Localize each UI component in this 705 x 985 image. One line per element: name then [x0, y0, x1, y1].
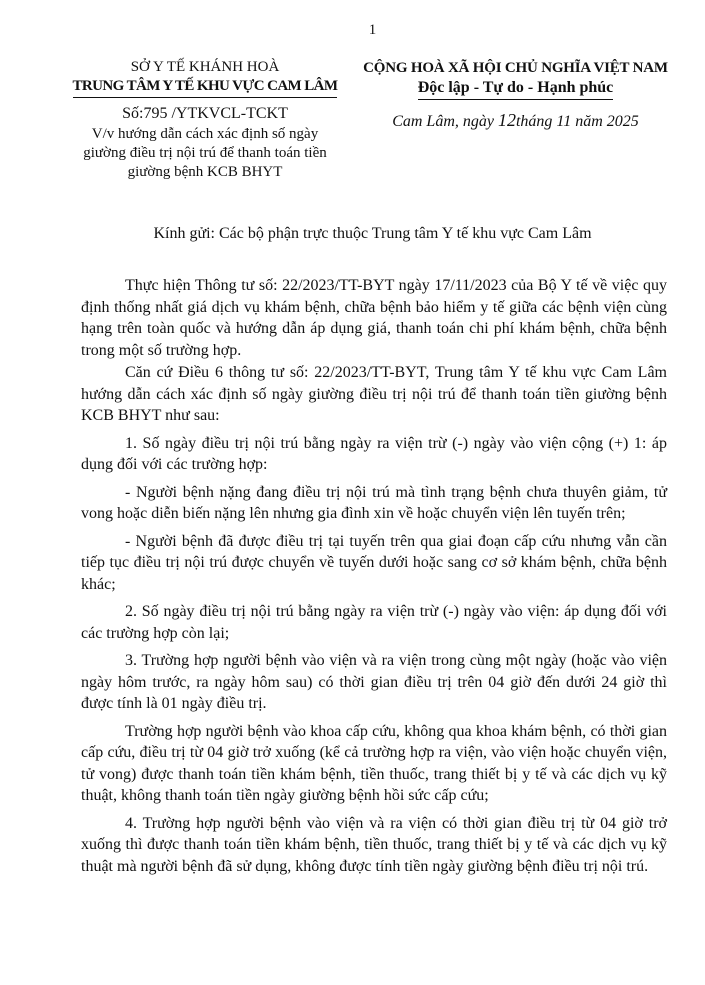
paragraph-item-4: 4. Trường hợp người bệnh vào viện và ra viện có thời gian điều trị từ 04 giờ trở xuống thì được thanh toán tiền khám bệnh, tiền thuốc, trang thiết bị y tế và các dịch vụ kỹ thuật mà người bệnh đã sử dụng, không được tính tiền ngày giường bệnh điều trị nội trú. [81, 814, 667, 875]
paragraph-guidance-intro: Căn cứ Điều 6 thông tư số: 22/2023/TT-BYT, Trung tâm Y tế khu vực Cam Lâm hướng dẫn cách xác định số ngày giường điều trị nội trú để thanh toán tiền giường bệnh KCB BHYT như sau: [81, 364, 667, 424]
document-body [81, 275, 667, 883]
paragraph-item-3-emergency: Trường hợp người bệnh vào khoa cấp cứu, không qua khoa khám bệnh, có thời gian cấp cứu, điều trị từ 04 giờ trở xuống (kể cả trường hợp ra viện, vào viện hoặc chuyển viện, tử vong) được thanh toán tiền khám bệnh, tiền thuốc, trang thiết bị y tế và các dịch vụ kỹ thuật, không thanh toán tiền ngày giường bệnh hồi sức cấp cứu; [81, 722, 667, 804]
paragraph-item-1-case-b: - Người bệnh đã được điều trị tại tuyến trên qua giai đoạn cấp cứu nhưng vẫn cần tiếp tục điều trị nội trú được chuyển về tuyến dưới hoặc sang cơ sở khám bệnh, chữa bệnh khác; [81, 532, 667, 593]
paragraph-item-1-case-a: - Người bệnh nặng đang điều trị nội trú mà tình trạng bệnh chưa thuyên giảm, tử vong hoặc diễn biến nặng lên nhưng gia đình xin về hoặc chuyển viện lên tuyến trên; [81, 483, 667, 522]
national-motto: Độc lập - Tự do - Hạnh phúc [418, 78, 614, 100]
national-title: CỘNG HOÀ XÃ HỘI CHỦ NGHĨA VIỆT NAM [363, 60, 668, 76]
place-and-date [343, 110, 688, 132]
page-number: 1 [368, 22, 377, 38]
document-subject: V/v hướng dẫn cách xác định số ngày giường điều trị nội trú để thanh toán tiền giường bệnh KCB BHYT [83, 126, 327, 180]
paragraph-item-2: 2. Số ngày điều trị nội trú bằng ngày ra viện trừ (-) ngày vào viện: áp dụng đối với các trường hợp còn lại; [81, 603, 667, 642]
paragraph-item-3: 3. Trường hợp người bệnh vào viện và ra viện trong cùng một ngày (hoặc vào viện ngày hôm trước, ra ngày hôm sau) có thời gian điều trị trên 04 giờ đến dưới 24 giờ thì được tính là 01 ngày điều trị. [81, 652, 667, 712]
issuing-organization: TRUNG TÂM Y TẾ KHU VỰC CAM LÂM [73, 77, 338, 98]
place-date-prefix: Cam Lâm, ngày [392, 113, 498, 130]
paragraph-item-1: 1. Số ngày điều trị nội trú bằng ngày ra viện trừ (-) ngày vào viện cộng (+) 1: áp dụng đối với các trường hợp: [81, 434, 667, 473]
place-date-suffix: tháng 11 năm 2025 [515, 113, 639, 130]
document-number: Số:795 /YTKVCL-TCKT [122, 105, 288, 122]
paragraph-legal-basis: Thực hiện Thông tư số: 22/2023/TT-BYT ngày 17/11/2023 của Bộ Y tế về việc quy định thống nhất giá dịch vụ khám bệnh, chữa bệnh bảo hiểm y tế giữa các bệnh viện cùng hạng trên toàn quốc và hướng dẫn áp dụng giá, thanh toán chi phí khám bệnh, chữa bệnh trong một số trường hợp. [81, 277, 667, 359]
handwritten-day: 12 [497, 110, 516, 130]
recipient-greeting: Kính gửi: Các bộ phận trực thuộc Trung tâm Y tế khu vực Cam Lâm [153, 225, 592, 242]
issuer-header [70, 58, 340, 182]
parent-organization: SỞ Y TẾ KHÁNH HOÀ [130, 59, 280, 75]
national-header [343, 58, 688, 132]
